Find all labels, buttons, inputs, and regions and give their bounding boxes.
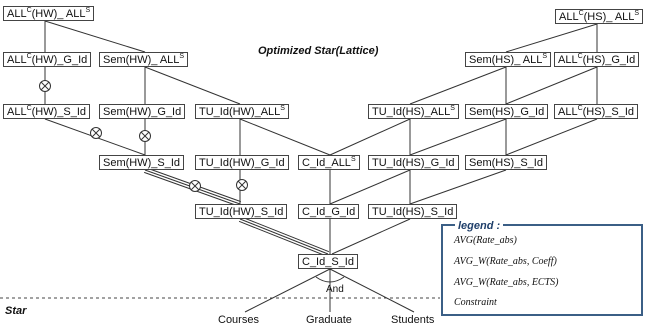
node-allc-hw-sid <box>3 104 90 119</box>
node-label-pre: ALL <box>7 8 27 20</box>
node-tuid-hw-sid <box>195 204 287 219</box>
node-label-pre: C_Id_ALL <box>302 157 351 169</box>
node-label-pre: Sem(HW)_S_Id <box>103 157 181 169</box>
node-label-pre: ALL <box>7 106 27 118</box>
node-label-pre: Sem(HW)_ ALL <box>103 54 180 66</box>
node-label-sup1: C <box>26 105 32 112</box>
edge-n10-n15 <box>330 119 410 155</box>
node-label-mid: (HS)_G_Id <box>582 54 636 66</box>
star-label: Star <box>5 305 27 317</box>
diagram-title: Optimized Star(Lattice) <box>258 45 379 57</box>
legend-title: legend : <box>455 220 503 232</box>
node-label-sup1: C <box>578 10 584 17</box>
edge-n18-n21 <box>240 219 328 254</box>
node-tuid-hs-sid <box>368 204 457 219</box>
node-label-pre: Sem(HW)_G_Id <box>103 106 182 118</box>
node-sem-hs-gid <box>465 104 548 119</box>
node-label-mid: (HW)_G_Id <box>31 54 88 66</box>
node-label-pre: Sem(HS)_S_Id <box>469 157 543 169</box>
edge-star-courses <box>245 269 330 312</box>
edge-n16-n19 <box>330 170 410 204</box>
node-label-pre: TU_Id(HW)_G_Id <box>199 157 285 169</box>
node-label-sup1: S <box>350 156 356 163</box>
node-label-sup2: S <box>634 10 640 17</box>
node-label-pre: C_Id_S_Id <box>302 256 354 268</box>
node-label-sup1: S <box>450 105 455 112</box>
edge-n17-n20 <box>410 170 506 204</box>
dimension-graduate: Graduate <box>306 314 352 326</box>
node-label-sup1: S <box>542 53 548 60</box>
node-label-mid: (HS)_ ALL <box>583 11 635 23</box>
node-sem-hw-sid <box>99 155 184 170</box>
edge-n5-n10 <box>410 67 506 104</box>
node-tuid-hw-gid <box>195 155 289 170</box>
node-label-sup1: S <box>280 105 285 112</box>
node-label-sup1: S <box>179 53 185 60</box>
legend-item-double: AVG_W(Rate_abs, Coeff) <box>454 256 557 267</box>
node-allc-hs-alls <box>555 9 643 24</box>
node-label-pre: TU_Id(HS)_ALL <box>372 106 451 118</box>
node-tuid-hs-gid <box>368 155 459 170</box>
dimension-courses: Courses <box>218 314 259 326</box>
edge-n11-n16 <box>410 119 506 155</box>
node-label-pre: TU_Id(HS)_S_Id <box>372 206 454 218</box>
edge-n1-n4 <box>45 21 145 52</box>
node-sem-hw-alls <box>99 52 188 67</box>
node-label-sup1: C <box>577 105 583 112</box>
node-allc-hw-gid <box>3 52 91 67</box>
node-label-mid: (HW)_S_Id <box>31 106 87 118</box>
node-allc-hw-alls <box>3 6 94 21</box>
node-label-pre: Sem(HS)_ ALL <box>469 54 543 66</box>
node-label-pre: TU_Id(HW)_ALL <box>199 106 281 118</box>
edge-n4-n9 <box>145 67 240 104</box>
node-label-sup1: C <box>26 7 32 14</box>
edge-n12-n17 <box>506 119 597 155</box>
edge-n18-n21 <box>241 217 329 252</box>
node-label-mid: (HW)_ ALL <box>31 8 86 20</box>
node-label-pre: ALL <box>559 11 579 23</box>
and-label: And <box>326 284 344 295</box>
node-sem-hs-alls <box>465 52 551 67</box>
node-label-sup1: C <box>26 53 32 60</box>
node-label-mid: (HS)_S_Id <box>582 106 634 118</box>
node-label-pre: ALL <box>558 54 578 66</box>
edge-n20-n21 <box>332 219 410 254</box>
node-label-sup1: C <box>577 53 583 60</box>
node-label-pre: ALL <box>558 106 578 118</box>
node-tuid-hw-alls <box>195 104 289 119</box>
node-allc-hs-gid <box>554 52 639 67</box>
legend-item-constraint: Constraint <box>454 297 497 308</box>
legend-item-triple: AVG_W(Rate_abs, ECTS) <box>454 277 559 288</box>
node-tuid-hs-alls <box>368 104 459 119</box>
node-cid-sid <box>298 254 358 269</box>
node-cid-alls <box>298 155 360 170</box>
node-label-sup2: S <box>85 7 91 14</box>
edge-n6-n11 <box>506 67 597 104</box>
node-label-pre: TU_Id(HS)_G_Id <box>372 157 455 169</box>
edge-n18-n21 <box>239 221 327 256</box>
node-label-pre: Sem(HS)_G_Id <box>469 106 545 118</box>
edge-n9-n15 <box>240 119 330 155</box>
node-label-pre: ALL <box>7 54 27 66</box>
node-allc-hs-sid <box>554 104 638 119</box>
node-label-pre: TU_Id(HW)_S_Id <box>199 206 284 218</box>
legend-item-single: AVG(Rate_abs) <box>454 235 517 246</box>
node-sem-hs-sid <box>465 155 547 170</box>
node-sem-hw-gid <box>99 104 185 119</box>
node-label-pre: C_Id_G_Id <box>302 206 356 218</box>
edge-n2-n5 <box>506 24 597 52</box>
node-cid-gid <box>298 204 359 219</box>
dimension-students: Students <box>391 314 435 326</box>
